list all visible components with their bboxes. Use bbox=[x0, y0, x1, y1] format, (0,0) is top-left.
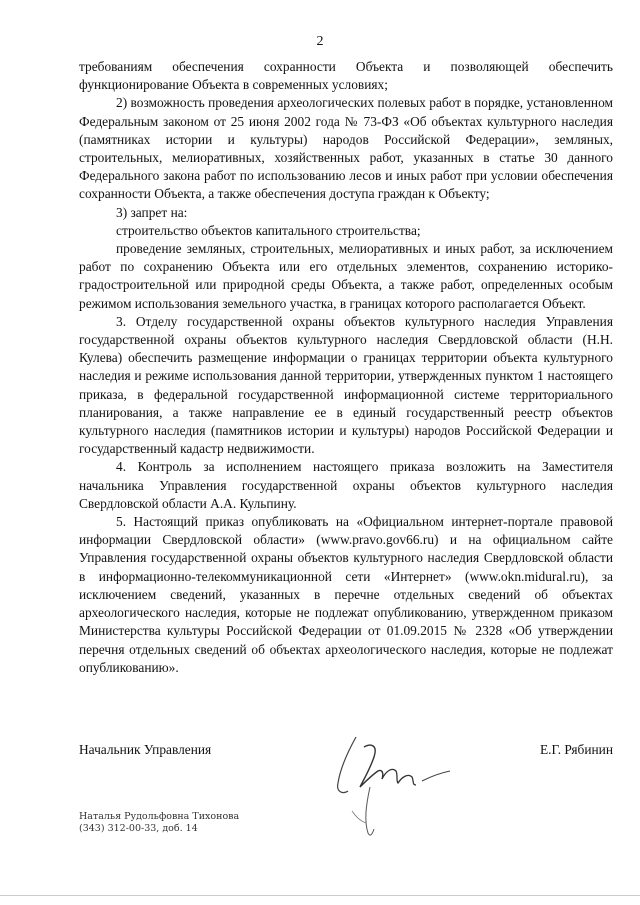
signer-name: Е.Г. Рябинин bbox=[539, 742, 613, 757]
paragraph-3: 3) запрет на: bbox=[116, 204, 188, 220]
paragraph-8: 5. Настоящий приказ опубликовать на «Официальном интернет-портале правовой информации Свердловской области» (www.pravo.gov66.ru) и на официальном сайте Управления государственной охраны объектов культурного наследия Свердловской области в информационно-телекоммуникационной сети «Интернет» (www.okn.midural.ru), за исключением сведений, указанных в перечне отдельных сведений об объектах археологического наследия, которые не подлежат опубликованию, утвержденном приказом Министерства культуры Российской Федерации от 01.09.2015 № 2328 «Об утверждении перечня отдельных сведений об объектах археологического наследия, которые не подлежат опубликованию». bbox=[79, 514, 613, 675]
paragraph-5: проведение земляных, строительных, мелиоративных и иных работ, за исключением работ по сохранению Объекта или его отдельных элементов, сохранению историко-градостроительной или природной среды Объекта, а также работ, определенных особым режимом использования земельного участка, в границах которого располагается Объект. bbox=[79, 241, 613, 311]
contact-info bbox=[79, 811, 239, 835]
document-body bbox=[79, 58, 613, 677]
paragraph-2: 2) возможность проведения археологических полевых работ в порядке, установленном Федеральным законом от 25 июня 2002 года № 73-ФЗ «Об объектах культурного наследия (памятниках истории и культуры) народов Российской Федерации», земляных, строительных, мелиоративных, хозяйственных работ, указанных в статье 30 данного Федерального закона работ по использованию лесов и иных работ при условии обеспечения сохранности Объекта, а также обеспечения доступа граждан к Объекту; bbox=[79, 95, 613, 202]
paragraph-7: 4. Контроль за исполнением настоящего приказа возложить на Заместителя начальника Управления государственной охраны объектов культурного наследия Свердловской области А.А. Кульпину. bbox=[79, 459, 613, 511]
page-edge-line bbox=[0, 895, 640, 896]
contact-person: Наталья Рудольфовна Тихонова bbox=[79, 811, 240, 822]
signer-title: Начальник Управления bbox=[79, 742, 212, 757]
paragraph-4: строительство объектов капитального строительства; bbox=[116, 222, 421, 238]
page-number: 2 bbox=[316, 34, 324, 49]
handwritten-signature bbox=[326, 725, 466, 845]
paragraph-1: требованиям обеспечения сохранности Объекта и позволяющей обеспечить функционирование Объекта в современных условиях; bbox=[79, 59, 613, 93]
contact-phone: (343) 312-00-33, доб. 14 bbox=[79, 823, 198, 834]
paragraph-6: 3. Отделу государственной охраны объектов культурного наследия Управления государственной охраны объектов культурного наследия Свердловской области (Н.Н. Кулева) обеспечить размещение информации о границах территории объекта культурного наследия и режиме использования данной территории, утвержденных пунктом 1 настоящего приказа, в федеральной государственной информационной системе территориального планирования, а также направление ее в единый государственный реестр объектов культурного наследия (памятников истории и культуры) народов Российской Федерации и государственный кадастр недвижимости. bbox=[79, 313, 613, 457]
